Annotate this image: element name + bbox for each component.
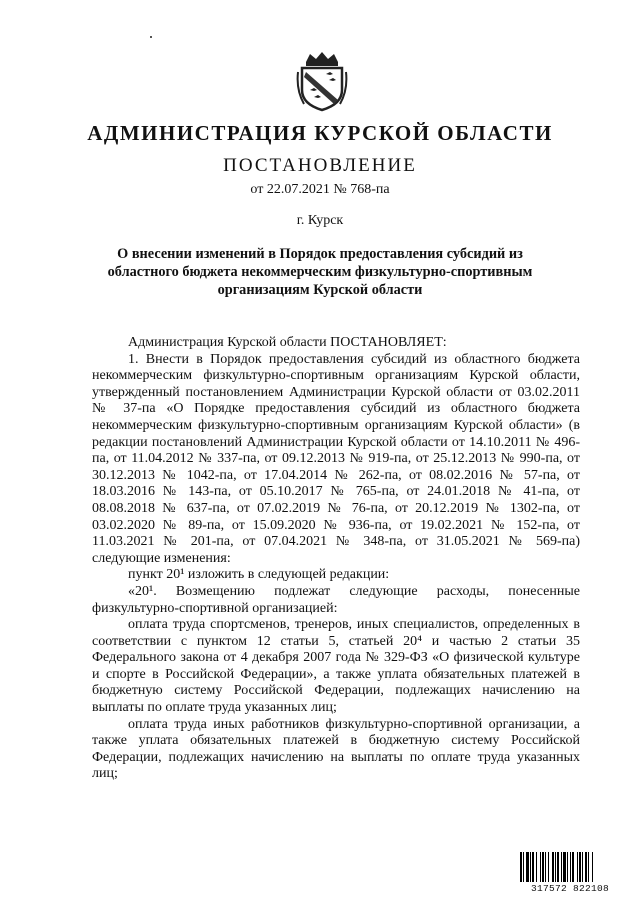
barcode [520,852,620,894]
document-type: ПОСТАНОВЛЕНИЕ [223,155,417,176]
subject-line: областного бюджета некоммерческим физкультурно-спортивным [107,264,533,280]
document-date-number: от 22.07.2021 № 768-па [250,182,390,197]
body-paragraph: «20¹. Возмещению подлежат следующие расходы, понесенные физкультурно-спортивной организацией: [92,583,580,616]
body-paragraph: оплата труда спортсменов, тренеров, иных специалистов, определенных в соответствии с пунктом 12 статьи 5, статьей 20⁴ и частью 2 статьи 35 Федерального закона от 4 декабря 2007 года № 329-ФЗ «О физической культуре и спорте в Российской Федерации», а также уплата обязательных платежей в бюджетную систему Российской Федерации, подлежащих начислению на выплаты по оплате труда указанных лиц; [92,617,580,716]
document-city: г. Курск [296,213,344,228]
document-body [92,335,580,783]
subject-line: организациям Курской области [217,282,423,298]
subject-line: О внесении изменений в Порядок предоставления субсидий из [117,246,523,262]
body-paragraph: оплата труда иных работников физкультурно-спортивной организации, а также уплата обязательных платежей в бюджетную систему Российской Федерации, подлежащих начислению на выплаты по оплате труда указанных лиц; [92,716,580,782]
scan-speck [150,36,152,38]
barcode-gap [593,852,595,882]
document-subject [0,245,640,299]
barcode-bars [520,852,620,882]
body-paragraph-preamble: Администрация Курской области ПОСТАНОВЛЯЕТ: [128,335,447,350]
body-paragraph: пункт 20¹ изложить в следующей редакции: [128,567,390,583]
body-paragraph-item-1: 1. Внести в Порядок предоставления субсидий из областного бюджета некоммерческим физкультурно-спортивным организациям Курской области, утвержденный постановлением Администрации Курской области от 03.02.2011 № 37-па «О Порядке предоставления субсидий из областного бюджета некоммерческим физкультурно-спортивным организациям Курской области» (в редакции постановлений Администрации Курской области от 14.10.2011 № 496-па, от 11.04.2012 № 337-па, от 09.12.2013 № 919-па, от 25.12.2013 № 990-па, от 30.12.2013 № 1042-па, от 17.04.2014 № 262-па, от 08.02.2016 № 57-па, от 18.03.2016 № 143-па, от 05.10.2017 № 765-па, от 24.01.2018 № 41-па, от 08.08.2018 № 637-па, от 07.02.2019 № 76-па, от 20.12.2019 № 1302-па, от 03.02.2020 № 89-па, от 15.09.2020 № 936-па, от 19.02.2021 № 152-па, от 11.03.2021 № 201-па, от 07.04.2021 № 348-па, от 31.05.2021 № 569-па) следующие изменения: [92,351,580,566]
coat-of-arms-icon [296,50,348,112]
barcode-number: 317572 822108 [530,883,609,894]
organization-title: АДМИНИСТРАЦИЯ КУРСКОЙ ОБЛАСТИ [87,121,553,145]
